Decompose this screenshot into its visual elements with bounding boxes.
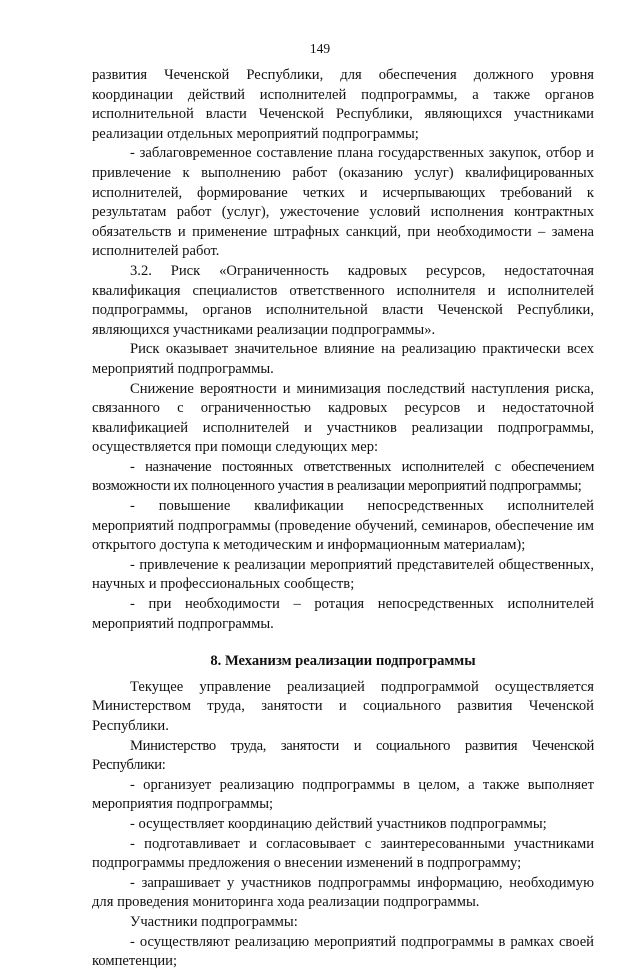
paragraph: Текущее управление реализацией подпрограммой осуществляется Министерством труда, занятости и социального развития Чеченской Республики. [92, 678, 594, 734]
list-item: - осуществляет координацию действий участников подпрограммы; [130, 815, 547, 832]
paragraph: Риск оказывает значительное влияние на реализацию практически всех мероприятий подпрограммы. [92, 341, 594, 377]
list-item: - подготавливает и согласовывает с заинтересованными участниками подпрограммы предложения о внесении изменений в подпрограмму; [92, 835, 594, 872]
page-number: 149 [309, 41, 331, 56]
list-item: - при необходимости – ротация непосредственных исполнителей мероприятий подпрограммы. [92, 596, 594, 632]
list-item: - осуществляют реализацию мероприятий подпрограммы в рамках своей компетенции; [92, 933, 594, 970]
list-item: - назначение постоянных ответственных исполнителей с обеспечением возможности их полноценного участия в реализации мероприятий подпрограммы; [92, 458, 594, 495]
paragraph: - заблаговременное составление плана государственных закупок, отбор и привлечение к выполнению работ (оказанию услуг) квалифицированных исполнителей, формирование четких и исчерпывающих требований к результатам работ (услуг), ужесточение условий исполнения контрактных обязательств и применение штрафных санкций, при необходимости – замена исполнителей работ. [92, 145, 594, 260]
paragraph: Министерство труда, занятости и социального развития Чеченской Республики: [92, 737, 594, 774]
section-heading: 8. Механизм реализации подпрограммы [210, 653, 476, 670]
list-item: - повышение квалификации непосредственных исполнителей мероприятий подпрограммы (проведение обучений, семинаров, обеспечение им открытого доступа к методическим и информационным материалам); [92, 498, 594, 554]
paragraph: развития Чеченской Республики, для обеспечения должного уровня координации действий исполнителей подпрограммы, а также органов исполнительной власти Чеченской Республики, являющихся участниками реализации отдельных мероприятий подпрограммы; [92, 67, 594, 142]
paragraph: 3.2. Риск «Ограниченность кадровых ресурсов, недостаточная квалификация специалистов ответственного исполнителя и исполнителей подпрограммы, органов исполнительной власти Чеченской Республики, являющихся участниками реализации подпрограммы». [92, 262, 594, 338]
paragraph: Снижение вероятности и минимизация последствий наступления риска, связанного с ограниченностью кадровых ресурсов и недостаточной квалификацией исполнителей и участников реализации подпрограммы, осуществляется при помощи следующих мер: [92, 380, 594, 456]
paragraph: Участники подпрограммы: [130, 913, 298, 930]
list-item: - запрашивает у участников подпрограммы информацию, необходимую для проведения мониторинга хода реализации подпрограммы. [92, 874, 594, 911]
list-item: - привлечение к реализации мероприятий представителей общественных, научных и профессиональных сообществ; [92, 556, 594, 593]
list-item: - организует реализацию подпрограммы в целом, а также выполняет мероприятия подпрограммы; [92, 776, 594, 813]
document-body [92, 66, 594, 972]
